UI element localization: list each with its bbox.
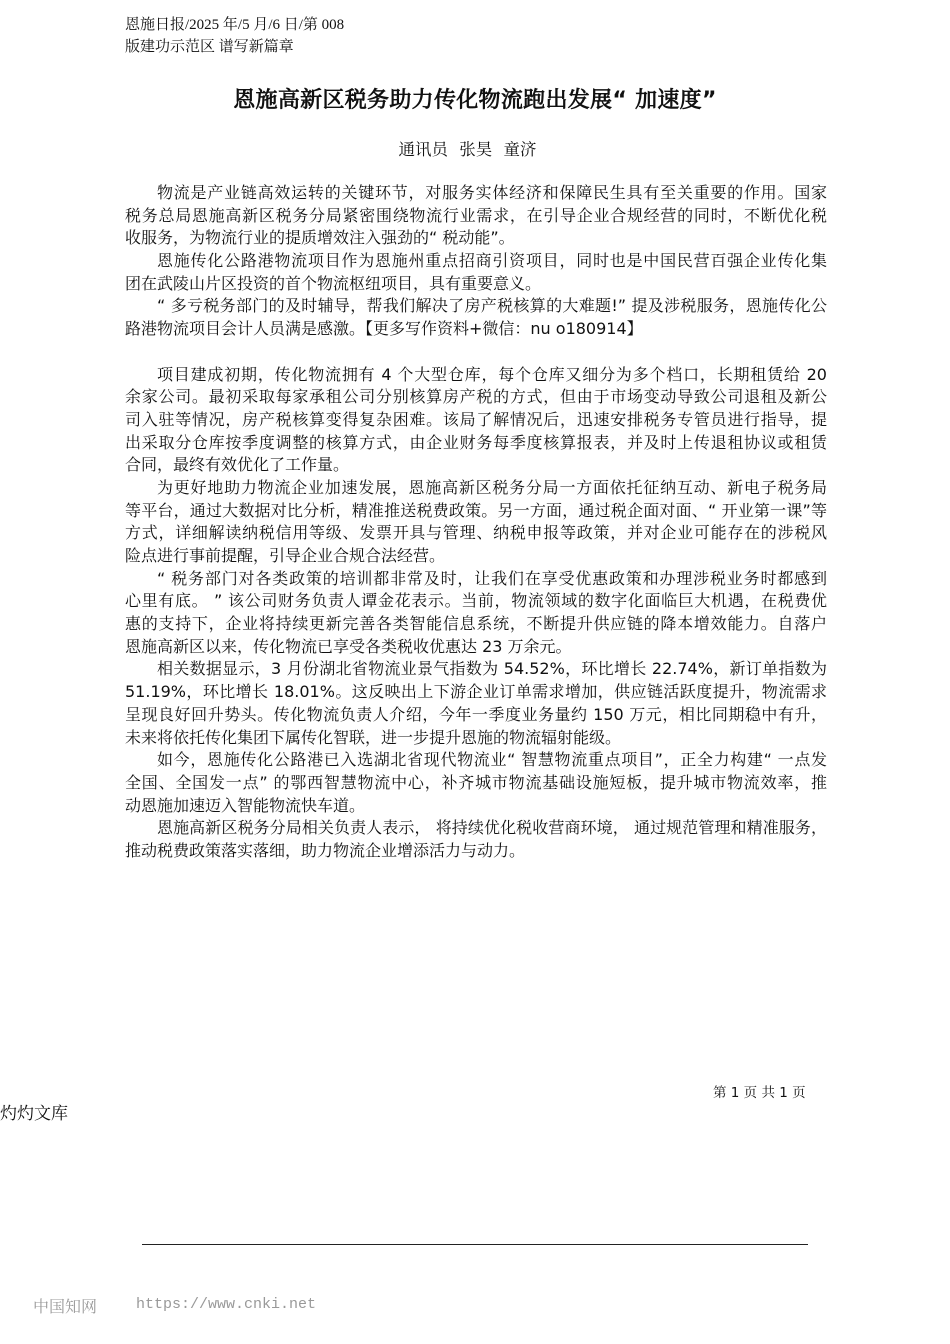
paragraph bbox=[125, 182, 827, 250]
paragraph-line: 方式，详细解读纳税信用等级、发票开具与管理、纳税申报等政策，并对企业可能存在的涉税风 bbox=[125, 523, 827, 543]
paragraph bbox=[125, 364, 827, 477]
paragraph-line: 动恩施加速迈入智能物流快车道。 bbox=[125, 795, 366, 815]
paragraph-line: 心里有底。 ” 该公司财务负责人谭金花表示。当前，物流领域的数字化面临巨大机遇，在税费优 bbox=[125, 591, 827, 611]
article-title: 恩施高新区税务助力传化物流跑出发展“ 加速度” bbox=[233, 88, 717, 113]
footer-divider bbox=[142, 1244, 808, 1245]
paragraph-line: 险点进行事前提醒，引导企业合规合法经营。 bbox=[125, 546, 446, 565]
paragraph-line: 等平台，通过大数据对比分析，精准推送税费政策。另一方面，通过税企面对面、“ 开业第一课”等 bbox=[125, 500, 827, 520]
paragraph-line: 未来将依托传化集团下属传化智联，进一步提升恩施的物流辐射能级。 bbox=[125, 727, 622, 747]
column-name: 版建功示范区 谱写新篇章 bbox=[125, 39, 294, 55]
paragraph bbox=[125, 568, 827, 659]
paragraph bbox=[125, 477, 827, 568]
paragraph-line: 恩施高新区以来，传化物流已享受各类税收优惠达 23 万余元。 bbox=[125, 636, 572, 656]
paragraph-line: 如今，恩施传化公路港已入选湖北省现代物流业“ 智慧物流重点项目”，正全力构建“ 一点发 bbox=[157, 750, 827, 770]
paragraph bbox=[125, 749, 827, 817]
paragraph bbox=[125, 817, 827, 862]
paragraph-line: 司入驻等情况，房产税核算变得复杂困难。该局了解情况后，迅速安排税务专管员进行指导，提 bbox=[125, 409, 827, 429]
paragraph-line: 税务总局恩施高新区税务分局紧密围绕物流行业需求，在引导企业合规经营的同时，不断优化税 bbox=[125, 205, 827, 225]
paragraph-line: 路港物流项目会计人员满是感激。【更多写作资料+微信：nu o180914】 bbox=[125, 319, 643, 339]
cnki-name: 中国知网 bbox=[33, 1299, 98, 1316]
paragraph-line: 团在武陵山片区投资的首个物流枢纽项目，具有重要意义。 bbox=[125, 273, 542, 293]
page-number: 第 1 页 共 1 页 bbox=[713, 1085, 806, 1101]
paragraph-line: 余家公司。最初采取每家承租公司分别核算房产税的方式，但由于市场变动导致公司退租及新公 bbox=[125, 387, 827, 407]
paragraph-line: 物流是产业链高效运转的关键环节，对服务实体经济和保障民生具有至关重要的作用。国家 bbox=[157, 183, 827, 202]
paragraph bbox=[125, 658, 827, 749]
paragraph bbox=[125, 295, 827, 340]
publication-source: 恩施日报/2025 年/5 月/6 日/第 008 bbox=[125, 17, 345, 33]
paragraph-line: “ 多亏税务部门的及时辅导，帮我们解决了房产税核算的大难题!” 提及涉税服务，恩施传化公 bbox=[157, 296, 827, 316]
paragraph-line: 推动税费政策落实落细，助力物流企业增添活力与动力。 bbox=[125, 840, 526, 860]
paragraph-line: 合同，最终有效优化了工作量。 bbox=[125, 455, 350, 475]
paragraph-line: 出采取分仓库按季度调整的核算方式，由企业财务每季度核算报表，并及时上传退租协议或租赁 bbox=[125, 432, 827, 452]
paragraph-line: 恩施传化公路港物流项目作为恩施州重点招商引资项目，同时也是中国民营百强企业传化集 bbox=[157, 251, 827, 271]
blank-line bbox=[125, 341, 827, 364]
library-watermark: 灼灼文库 bbox=[0, 1104, 68, 1124]
paragraph-line: 惠的支持下，企业将持续更新完善各类智能信息系统，不断提升供应链的降本增效能力。自落户 bbox=[125, 614, 827, 634]
paragraph-line: 相关数据显示，3 月份湖北省物流业景气指数为 54.52%，环比增长 22.74%，新订单指数为 bbox=[157, 659, 827, 679]
cnki-link[interactable]: https://www.cnki.net bbox=[136, 1296, 317, 1313]
paragraph-line: 项目建成初期，传化物流拥有 4 个大型仓库，每个仓库又细分为多个档口，长期租赁给 20 bbox=[157, 364, 827, 384]
paragraph-line: 呈现良好回升势头。传化物流负责人介绍，今年一季度业务量约 150 万元，相比同期稳中有升， bbox=[125, 704, 827, 724]
paragraph-line: 全国、全国发一点” 的鄂西智慧物流中心，补齐城市物流基础设施短板，提升城市物流效率，推 bbox=[125, 772, 827, 792]
paragraph-line: 恩施高新区税务分局相关负责人表示， 将持续优化税收营商环境， 通过规范管理和精准服务， bbox=[157, 818, 827, 838]
paragraph-line: “ 税务部门对各类政策的培训都非常及时，让我们在享受优惠政策和办理涉税业务时都感到 bbox=[157, 568, 827, 588]
paragraph-line: 收服务，为物流行业的提质增效注入强劲的“ 税动能”。 bbox=[125, 228, 515, 248]
paragraph-line: 51.19%，环比增长 18.01%。这反映出上下游企业订单需求增加，供应链活跃度提升，物流需求 bbox=[125, 682, 827, 702]
paragraph-line: 为更好地助力物流企业加速发展，恩施高新区税务分局一方面依托征纳互动、新电子税务局 bbox=[157, 477, 827, 497]
article-body bbox=[125, 182, 827, 863]
paragraph bbox=[125, 250, 827, 295]
article-authors: 通讯员 张昊 童济 bbox=[398, 140, 537, 159]
